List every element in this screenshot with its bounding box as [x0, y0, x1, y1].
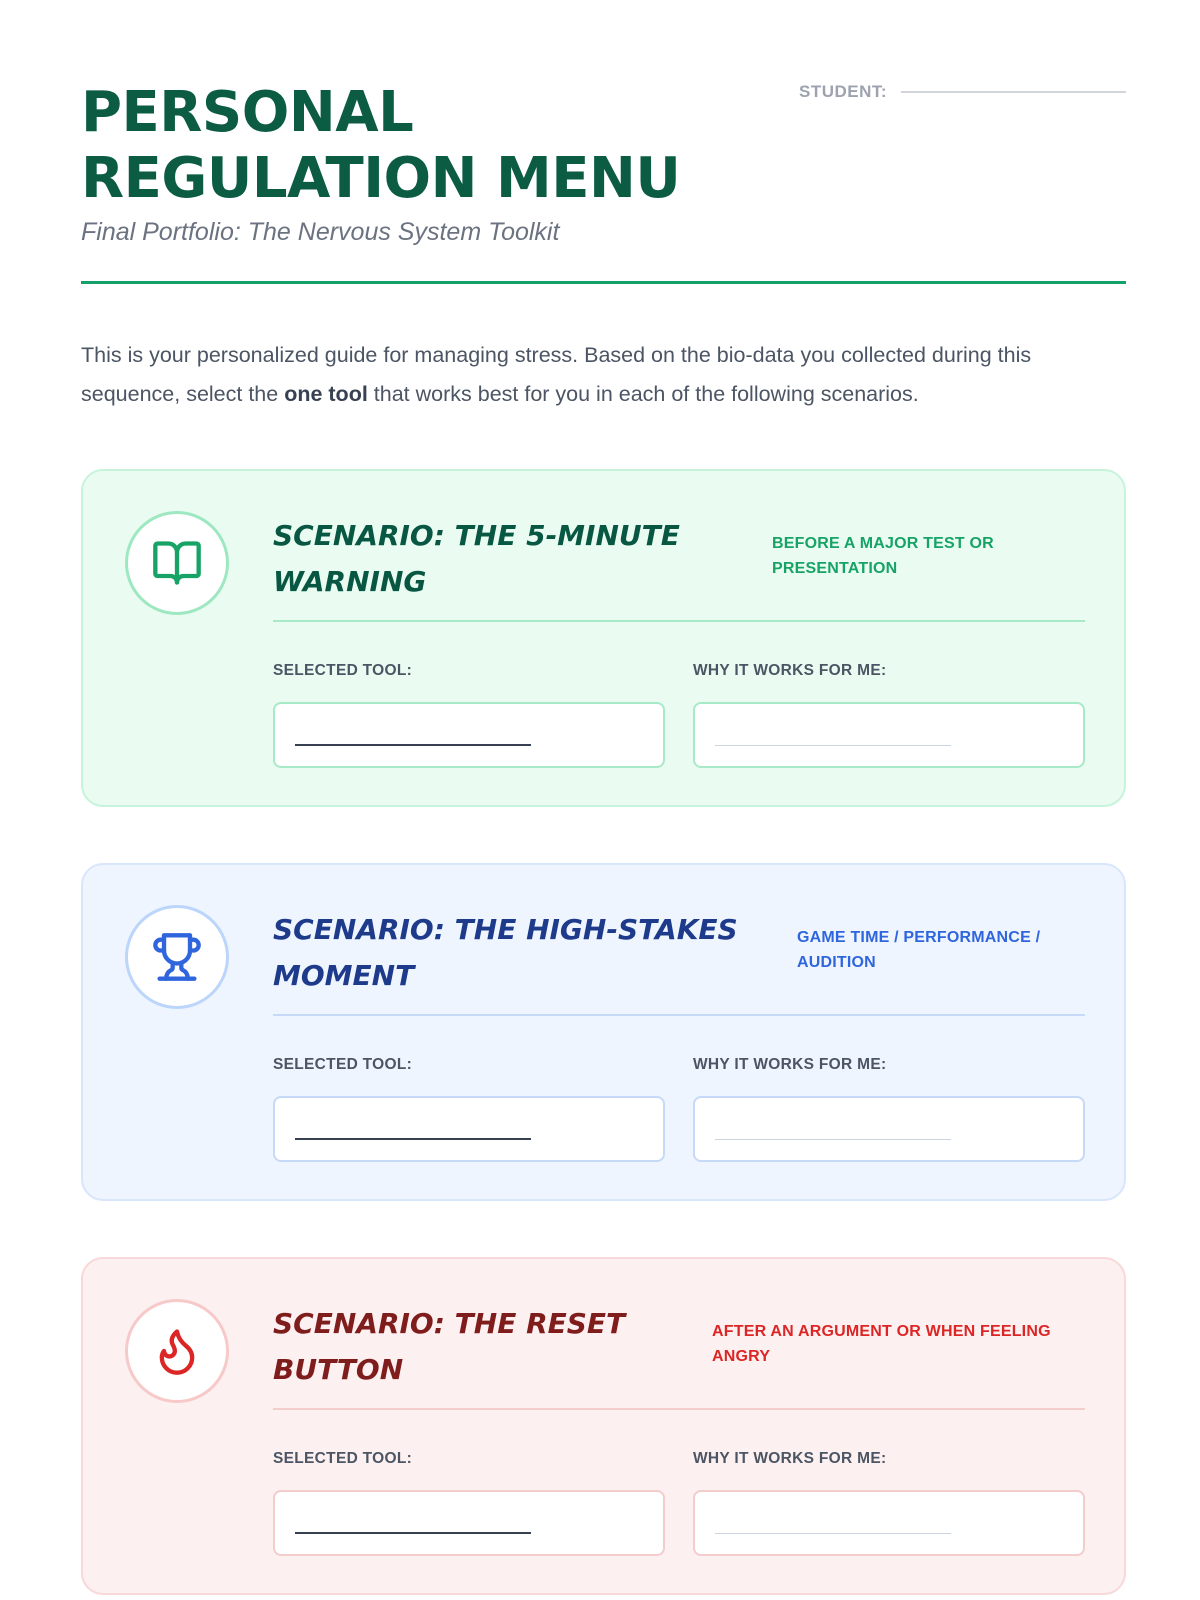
student-name-field[interactable] [799, 82, 1126, 102]
intro-text-2: that works best for you in each of the following scenarios. [367, 382, 919, 406]
student-name-line[interactable] [901, 91, 1126, 93]
why-it-works-input[interactable] [693, 702, 1085, 768]
selected-tool-label: SELECTED TOOL: [273, 1450, 413, 1467]
scenario-icon-badge [125, 1299, 229, 1403]
why-it-works-label: WHY IT WORKS FOR ME: [693, 1450, 887, 1467]
scenario-heading: SCENARIO: THE RESET BUTTON [273, 1307, 626, 1386]
selected-tool-input[interactable] [273, 702, 665, 768]
book-icon [151, 537, 203, 589]
intro-text-1: This is your personalized guide for managing stress. Based on the bio-data you collected during this sequence, select the [81, 343, 1032, 406]
scenario-context-tag: BEFORE A MAJOR TEST OR PRESENTATION [772, 535, 994, 577]
scenario-context-tag: AFTER AN ARGUMENT OR WHEN FEELING ANGRY [712, 1323, 1051, 1365]
selected-tool-label: SELECTED TOOL: [273, 662, 413, 679]
scenario-card-high-stakes-moment [81, 863, 1126, 1201]
trophy-icon [151, 931, 203, 983]
scenario-card-5-minute-warning [81, 469, 1126, 807]
intro-bold: one tool [284, 382, 368, 406]
why-it-works-label: WHY IT WORKS FOR ME: [693, 662, 887, 679]
scenario-heading: SCENARIO: THE 5-MINUTE WARNING [273, 519, 680, 598]
selected-tool-input[interactable] [273, 1096, 665, 1162]
answer-blank-line [295, 1138, 531, 1140]
scenario-heading: SCENARIO: THE HIGH-STAKES MOMENT [273, 913, 738, 992]
selected-tool-label: SELECTED TOOL: [273, 1056, 413, 1073]
page-title [81, 80, 680, 212]
scenario-divider [273, 1014, 1085, 1016]
scenario-icon-badge [125, 511, 229, 615]
title-line-1: PERSONAL [81, 80, 414, 145]
answer-blank-line [295, 744, 531, 746]
header-divider [81, 281, 1126, 284]
answer-blank-line [715, 1139, 951, 1140]
answer-blank-line [715, 745, 951, 746]
scenario-icon-badge [125, 905, 229, 1009]
header [81, 0, 1126, 286]
answer-blank-line [715, 1533, 951, 1534]
why-it-works-input[interactable] [693, 1096, 1085, 1162]
title-line-2: REGULATION MENU [81, 146, 681, 211]
answer-blank-line [295, 1532, 531, 1534]
scenario-divider [273, 1408, 1085, 1410]
scenario-context-tag: GAME TIME / PERFORMANCE / AUDITION [797, 929, 1041, 971]
intro-paragraph [81, 336, 1126, 414]
selected-tool-input[interactable] [273, 1490, 665, 1556]
why-it-works-input[interactable] [693, 1490, 1085, 1556]
scenario-card-reset-button [81, 1257, 1126, 1595]
why-it-works-label: WHY IT WORKS FOR ME: [693, 1056, 887, 1073]
student-label: STUDENT: [799, 82, 888, 101]
flame-icon [151, 1325, 203, 1377]
scenario-divider [273, 620, 1085, 622]
worksheet-page [81, 0, 1126, 1467]
page-subtitle: Final Portfolio: The Nervous System Toolkit [81, 218, 560, 246]
